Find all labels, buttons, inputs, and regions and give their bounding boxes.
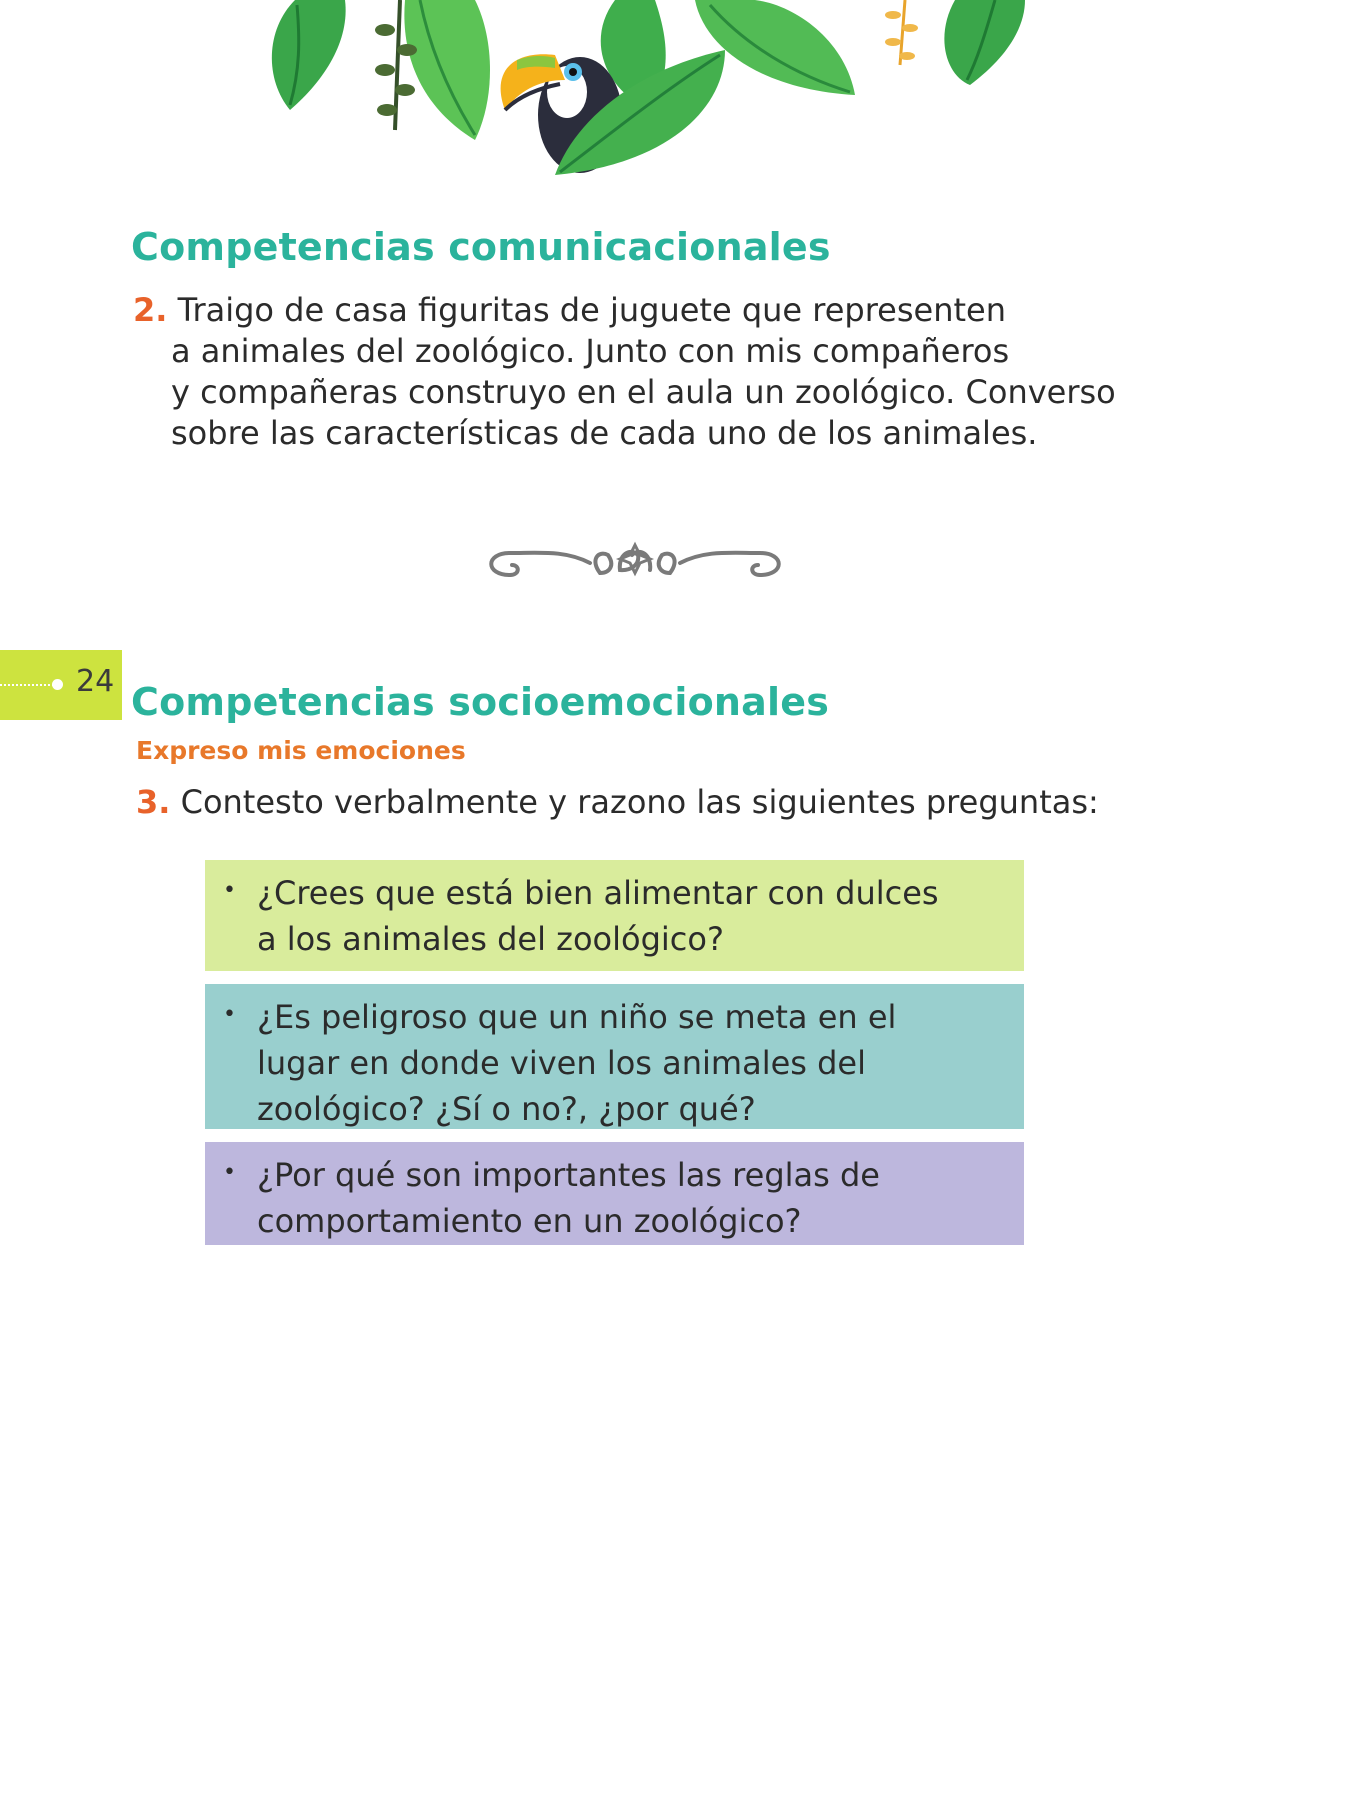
question-line: ¿Por qué son importantes las reglas de	[257, 1156, 880, 1194]
question-line: a los animales del zoológico?	[257, 920, 724, 958]
leaf-icon	[404, 0, 490, 140]
section-heading-socioemotional: Competencias socioemocionales	[131, 680, 830, 724]
question-line: lugar en donde viven los animales del	[257, 1044, 866, 1082]
page-number-tab	[0, 650, 122, 720]
section-heading-communication: Competencias comunicacionales	[131, 225, 831, 269]
fern-icon	[885, 0, 918, 65]
activity-line: Traigo de casa figuritas de juguete que representen	[177, 291, 1007, 329]
activity-number: 2.	[133, 291, 168, 329]
activity-line: sobre las características de cada uno de los animales.	[171, 414, 1038, 452]
tab-dot	[52, 679, 63, 690]
bullet: •	[223, 1160, 236, 1185]
question-line: zoológico? ¿Sí o no?, ¿por qué?	[257, 1090, 756, 1128]
floral-divider-icon	[480, 525, 790, 590]
leaf-icon	[944, 0, 1025, 85]
question-line: ¿Crees que está bien alimentar con dulces	[257, 874, 939, 912]
activity-line: y compañeras construyo en el aula un zoológico. Converso	[171, 373, 1116, 411]
leaf-icon	[272, 0, 346, 110]
activity-3	[136, 782, 1236, 823]
question-card	[205, 860, 1024, 971]
question-line: ¿Es peligroso que un niño se meta en el	[257, 998, 897, 1036]
activity-2	[133, 290, 1213, 454]
bullet: •	[223, 878, 236, 903]
question-line: comportamiento en un zoológico?	[257, 1202, 802, 1240]
question-card	[205, 984, 1024, 1129]
tab-dotted-line	[0, 684, 54, 686]
activity-text: Contesto verbalmente y razono las siguientes preguntas:	[180, 783, 1099, 821]
jungle-illustration	[255, 0, 1045, 185]
activity-number: 3.	[136, 783, 171, 821]
question-card	[205, 1142, 1024, 1245]
activity-line: a animales del zoológico. Junto con mis compañeros	[171, 332, 1010, 370]
page-number: 24	[76, 664, 115, 699]
section-subheading: Expreso mis emociones	[136, 736, 466, 765]
bullet: •	[223, 1002, 236, 1027]
